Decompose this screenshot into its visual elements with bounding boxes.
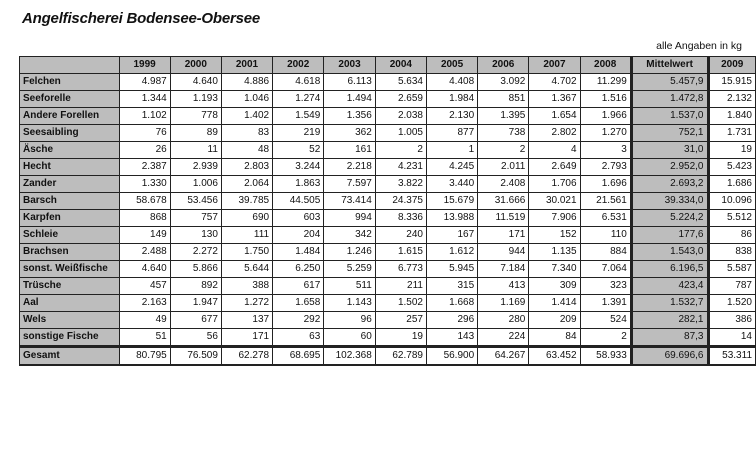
value-cell: 161 — [324, 142, 376, 159]
value-cell: 524 — [580, 312, 631, 329]
value-cell: 4.245 — [426, 159, 477, 176]
value-cell: 1.516 — [580, 91, 631, 108]
value-cell: 143 — [426, 329, 477, 347]
value-cell: 1.006 — [170, 176, 221, 193]
mittelwert-cell: 5.457,9 — [631, 74, 708, 91]
value-cell: 511 — [324, 278, 376, 295]
value-cell: 4.702 — [529, 74, 580, 91]
value-cell: 1.356 — [324, 108, 376, 125]
value-cell: 211 — [375, 278, 426, 295]
value-cell: 6.113 — [324, 74, 376, 91]
value-cell: 11 — [170, 142, 221, 159]
value-cell: 3.440 — [426, 176, 477, 193]
value-cell: 11.519 — [478, 210, 529, 227]
value-cell: 1.169 — [478, 295, 529, 312]
table-row — [20, 295, 756, 312]
row-label: Wels — [20, 312, 120, 329]
table-row — [20, 176, 756, 193]
table-row — [20, 261, 756, 278]
value-cell: 1.658 — [273, 295, 324, 312]
table-row — [20, 91, 756, 108]
value-cell: 388 — [221, 278, 272, 295]
column-header-year: 2006 — [478, 57, 529, 74]
value-cell: 26 — [119, 142, 170, 159]
mittelwert-cell: 177,6 — [631, 227, 708, 244]
table-row — [20, 210, 756, 227]
value-cell: 2.064 — [221, 176, 272, 193]
value-cell: 1.344 — [119, 91, 170, 108]
value-cell: 2.939 — [170, 159, 221, 176]
value-cell: 2.132 — [708, 91, 756, 108]
value-cell: 52 — [273, 142, 324, 159]
value-cell: 76.509 — [170, 347, 221, 366]
value-cell: 944 — [478, 244, 529, 261]
value-cell: 4.987 — [119, 74, 170, 91]
value-cell: 73.414 — [324, 193, 376, 210]
value-cell: 19 — [375, 329, 426, 347]
value-cell: 171 — [221, 329, 272, 347]
total-row — [20, 347, 756, 366]
value-cell: 5.945 — [426, 261, 477, 278]
value-cell: 24.375 — [375, 193, 426, 210]
value-cell: 296 — [426, 312, 477, 329]
value-cell: 11.299 — [580, 74, 631, 91]
value-cell: 1.731 — [708, 125, 756, 142]
value-cell: 1.274 — [273, 91, 324, 108]
value-cell: 39.785 — [221, 193, 272, 210]
value-cell: 690 — [221, 210, 272, 227]
value-cell: 617 — [273, 278, 324, 295]
value-cell: 204 — [273, 227, 324, 244]
row-label: Seesaibling — [20, 125, 120, 142]
value-cell: 1.984 — [426, 91, 477, 108]
column-header-year: 2005 — [426, 57, 477, 74]
value-cell: 1.402 — [221, 108, 272, 125]
value-cell: 3.822 — [375, 176, 426, 193]
value-cell: 5.259 — [324, 261, 376, 278]
value-cell: 152 — [529, 227, 580, 244]
value-cell: 2.659 — [375, 91, 426, 108]
value-cell: 2.163 — [119, 295, 170, 312]
value-cell: 2.218 — [324, 159, 376, 176]
value-cell: 2.408 — [478, 176, 529, 193]
row-label: sonst. Weißfische — [20, 261, 120, 278]
value-cell: 102.368 — [324, 347, 376, 366]
value-cell: 892 — [170, 278, 221, 295]
value-cell: 56.900 — [426, 347, 477, 366]
value-cell: 1.612 — [426, 244, 477, 261]
value-cell: 280 — [478, 312, 529, 329]
value-cell: 5.644 — [221, 261, 272, 278]
value-cell: 62.789 — [375, 347, 426, 366]
value-cell: 1.135 — [529, 244, 580, 261]
value-cell: 757 — [170, 210, 221, 227]
value-cell: 111 — [221, 227, 272, 244]
value-cell: 7.184 — [478, 261, 529, 278]
value-cell: 58.678 — [119, 193, 170, 210]
mittelwert-cell: 39.334,0 — [631, 193, 708, 210]
value-cell: 2.802 — [529, 125, 580, 142]
value-cell: 386 — [708, 312, 756, 329]
value-cell: 2 — [580, 329, 631, 347]
value-cell: 1.246 — [324, 244, 376, 261]
row-label: Zander — [20, 176, 120, 193]
value-cell: 14 — [708, 329, 756, 347]
value-cell: 6.250 — [273, 261, 324, 278]
value-cell: 2.038 — [375, 108, 426, 125]
value-cell: 1.414 — [529, 295, 580, 312]
value-cell: 257 — [375, 312, 426, 329]
value-cell: 4.640 — [119, 261, 170, 278]
mittelwert-cell: 2.952,0 — [631, 159, 708, 176]
value-cell: 1.272 — [221, 295, 272, 312]
row-label: sonstige Fische — [20, 329, 120, 347]
column-header-year: 2000 — [170, 57, 221, 74]
mittelwert-cell: 1.532,7 — [631, 295, 708, 312]
value-cell: 2.793 — [580, 159, 631, 176]
row-label: Äsche — [20, 142, 120, 159]
value-cell: 838 — [708, 244, 756, 261]
value-cell: 1.484 — [273, 244, 324, 261]
mittelwert-cell: 282,1 — [631, 312, 708, 329]
units-note: alle Angaben in kg — [656, 40, 742, 52]
value-cell: 4.640 — [170, 74, 221, 91]
value-cell: 240 — [375, 227, 426, 244]
value-cell: 3.244 — [273, 159, 324, 176]
value-cell: 149 — [119, 227, 170, 244]
table-row — [20, 193, 756, 210]
value-cell: 1.005 — [375, 125, 426, 142]
value-cell: 1.966 — [580, 108, 631, 125]
value-cell: 4.886 — [221, 74, 272, 91]
value-cell: 5.866 — [170, 261, 221, 278]
value-cell: 56 — [170, 329, 221, 347]
value-cell: 315 — [426, 278, 477, 295]
value-cell: 86 — [708, 227, 756, 244]
value-cell: 137 — [221, 312, 272, 329]
mittelwert-cell: 69.696,6 — [631, 347, 708, 366]
page-title: Angelfischerei Bodensee-Obersee — [22, 10, 261, 27]
value-cell: 1.668 — [426, 295, 477, 312]
value-cell: 68.695 — [273, 347, 324, 366]
row-label: Karpfen — [20, 210, 120, 227]
value-cell: 1.193 — [170, 91, 221, 108]
value-cell: 1.615 — [375, 244, 426, 261]
total-label: Gesamt — [20, 347, 120, 366]
value-cell: 21.561 — [580, 193, 631, 210]
value-cell: 362 — [324, 125, 376, 142]
value-cell: 8.336 — [375, 210, 426, 227]
value-cell: 53.456 — [170, 193, 221, 210]
table-row — [20, 142, 756, 159]
column-header-year: 2002 — [273, 57, 324, 74]
mittelwert-cell: 87,3 — [631, 329, 708, 347]
value-cell: 224 — [478, 329, 529, 347]
value-cell: 1.696 — [580, 176, 631, 193]
value-cell: 2.011 — [478, 159, 529, 176]
value-cell: 778 — [170, 108, 221, 125]
value-cell: 60 — [324, 329, 376, 347]
value-cell: 84 — [529, 329, 580, 347]
value-cell: 5.634 — [375, 74, 426, 91]
table-row — [20, 227, 756, 244]
value-cell: 89 — [170, 125, 221, 142]
value-cell: 64.267 — [478, 347, 529, 366]
value-cell: 4.231 — [375, 159, 426, 176]
value-cell: 63.452 — [529, 347, 580, 366]
value-cell: 1.863 — [273, 176, 324, 193]
value-cell: 15.915 — [708, 74, 756, 91]
value-cell: 219 — [273, 125, 324, 142]
value-cell: 1.840 — [708, 108, 756, 125]
value-cell: 63 — [273, 329, 324, 347]
value-cell: 1.367 — [529, 91, 580, 108]
value-cell: 1.947 — [170, 295, 221, 312]
value-cell: 1.102 — [119, 108, 170, 125]
value-cell: 2 — [375, 142, 426, 159]
value-cell: 309 — [529, 278, 580, 295]
mittelwert-cell: 31,0 — [631, 142, 708, 159]
mittelwert-cell: 1.543,0 — [631, 244, 708, 261]
value-cell: 1.143 — [324, 295, 376, 312]
value-cell: 96 — [324, 312, 376, 329]
value-cell: 51 — [119, 329, 170, 347]
value-cell: 110 — [580, 227, 631, 244]
table-row — [20, 329, 756, 347]
value-cell: 167 — [426, 227, 477, 244]
value-cell: 3 — [580, 142, 631, 159]
value-cell: 603 — [273, 210, 324, 227]
value-cell: 1.686 — [708, 176, 756, 193]
value-cell: 5.512 — [708, 210, 756, 227]
value-cell: 44.505 — [273, 193, 324, 210]
value-cell: 4.618 — [273, 74, 324, 91]
table-row — [20, 74, 756, 91]
value-cell: 31.666 — [478, 193, 529, 210]
table-row — [20, 244, 756, 261]
value-cell: 2.488 — [119, 244, 170, 261]
value-cell: 76 — [119, 125, 170, 142]
value-cell: 2 — [478, 142, 529, 159]
value-cell: 851 — [478, 91, 529, 108]
value-cell: 457 — [119, 278, 170, 295]
column-header-mittelwert: Mittelwert — [631, 57, 708, 74]
value-cell: 1.046 — [221, 91, 272, 108]
value-cell: 49 — [119, 312, 170, 329]
value-cell: 342 — [324, 227, 376, 244]
value-cell: 877 — [426, 125, 477, 142]
row-label: Hecht — [20, 159, 120, 176]
value-cell: 3.092 — [478, 74, 529, 91]
mittelwert-cell: 423,4 — [631, 278, 708, 295]
value-cell: 62.278 — [221, 347, 272, 366]
table-body — [20, 74, 756, 366]
row-label: Brachsen — [20, 244, 120, 261]
value-cell: 292 — [273, 312, 324, 329]
value-cell: 1.391 — [580, 295, 631, 312]
value-cell: 83 — [221, 125, 272, 142]
value-cell: 15.679 — [426, 193, 477, 210]
table-row — [20, 278, 756, 295]
value-cell: 1.706 — [529, 176, 580, 193]
value-cell: 7.597 — [324, 176, 376, 193]
table-row — [20, 312, 756, 329]
mittelwert-cell: 6.196,5 — [631, 261, 708, 278]
column-header-year: 2008 — [580, 57, 631, 74]
column-header-year: 2001 — [221, 57, 272, 74]
row-label: Seeforelle — [20, 91, 120, 108]
column-header-year: 2007 — [529, 57, 580, 74]
value-cell: 1 — [426, 142, 477, 159]
value-cell: 1.750 — [221, 244, 272, 261]
row-label: Trüsche — [20, 278, 120, 295]
value-cell: 5.587 — [708, 261, 756, 278]
table-row — [20, 125, 756, 142]
value-cell: 2.649 — [529, 159, 580, 176]
value-cell: 7.340 — [529, 261, 580, 278]
header-row — [20, 57, 756, 74]
value-cell: 2.803 — [221, 159, 272, 176]
mittelwert-cell: 1.472,8 — [631, 91, 708, 108]
value-cell: 48 — [221, 142, 272, 159]
row-label: Felchen — [20, 74, 120, 91]
value-cell: 30.021 — [529, 193, 580, 210]
value-cell: 53.311 — [708, 347, 756, 366]
value-cell: 58.933 — [580, 347, 631, 366]
value-cell: 1.270 — [580, 125, 631, 142]
value-cell: 171 — [478, 227, 529, 244]
column-header-year: 2004 — [375, 57, 426, 74]
value-cell: 80.795 — [119, 347, 170, 366]
value-cell: 884 — [580, 244, 631, 261]
corner-cell — [20, 57, 120, 74]
value-cell: 1.520 — [708, 295, 756, 312]
value-cell: 677 — [170, 312, 221, 329]
row-label: Aal — [20, 295, 120, 312]
column-header-year: 2003 — [324, 57, 376, 74]
value-cell: 738 — [478, 125, 529, 142]
value-cell: 2.130 — [426, 108, 477, 125]
value-cell: 7.064 — [580, 261, 631, 278]
value-cell: 13.988 — [426, 210, 477, 227]
table-row — [20, 159, 756, 176]
column-header-year: 2009 — [708, 57, 756, 74]
value-cell: 209 — [529, 312, 580, 329]
value-cell: 994 — [324, 210, 376, 227]
value-cell: 868 — [119, 210, 170, 227]
value-cell: 2.272 — [170, 244, 221, 261]
row-label: Andere Forellen — [20, 108, 120, 125]
value-cell: 6.531 — [580, 210, 631, 227]
value-cell: 1.395 — [478, 108, 529, 125]
value-cell: 1.494 — [324, 91, 376, 108]
mittelwert-cell: 5.224,2 — [631, 210, 708, 227]
value-cell: 413 — [478, 278, 529, 295]
value-cell: 4.408 — [426, 74, 477, 91]
row-label: Schleie — [20, 227, 120, 244]
value-cell: 4 — [529, 142, 580, 159]
value-cell: 5.423 — [708, 159, 756, 176]
value-cell: 7.906 — [529, 210, 580, 227]
value-cell: 1.330 — [119, 176, 170, 193]
value-cell: 1.549 — [273, 108, 324, 125]
mittelwert-cell: 1.537,0 — [631, 108, 708, 125]
column-header-year: 1999 — [119, 57, 170, 74]
value-cell: 130 — [170, 227, 221, 244]
value-cell: 1.502 — [375, 295, 426, 312]
value-cell: 787 — [708, 278, 756, 295]
mittelwert-cell: 2.693,2 — [631, 176, 708, 193]
mittelwert-cell: 752,1 — [631, 125, 708, 142]
catch-table — [19, 56, 756, 366]
table-row — [20, 108, 756, 125]
value-cell: 323 — [580, 278, 631, 295]
value-cell: 6.773 — [375, 261, 426, 278]
value-cell: 1.654 — [529, 108, 580, 125]
value-cell: 10.096 — [708, 193, 756, 210]
row-label: Barsch — [20, 193, 120, 210]
value-cell: 2.387 — [119, 159, 170, 176]
value-cell: 19 — [708, 142, 756, 159]
